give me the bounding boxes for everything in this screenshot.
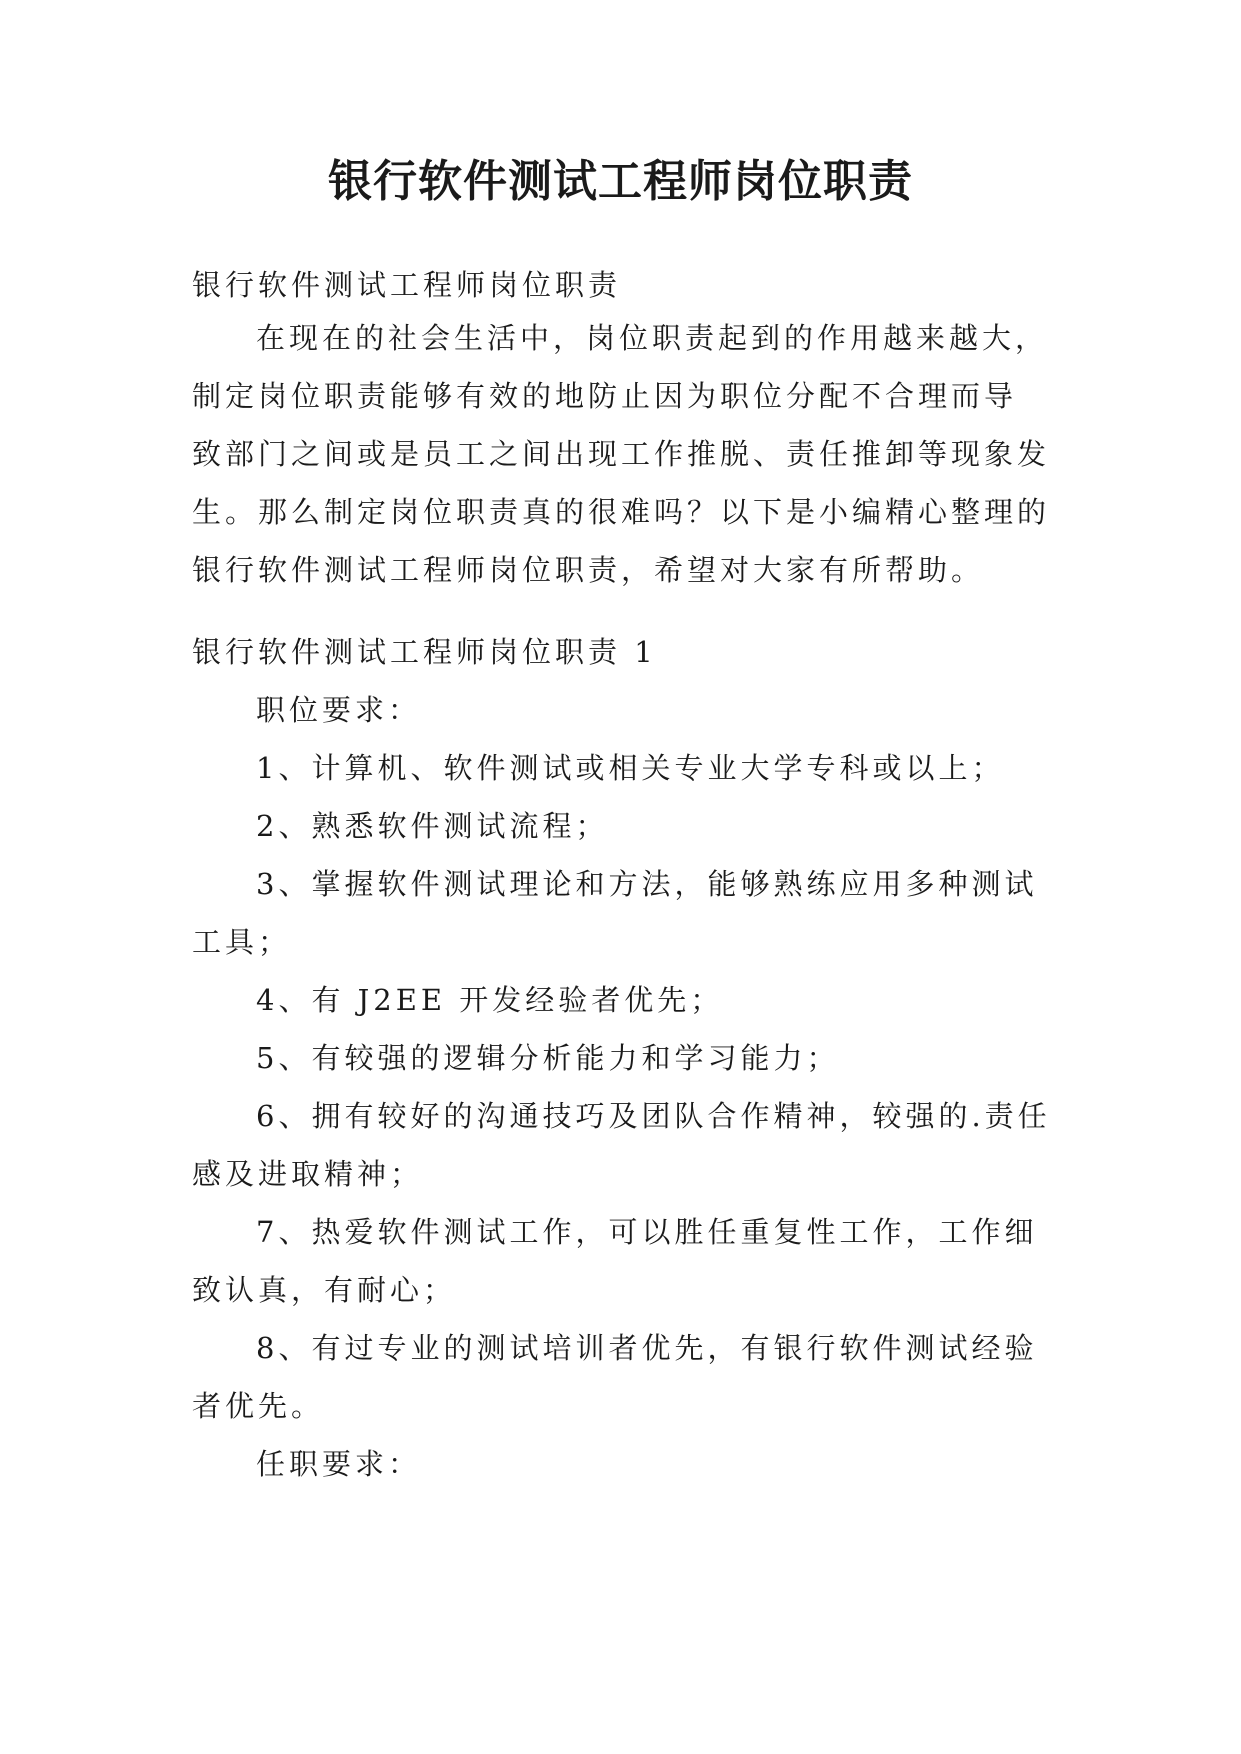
- section-heading: 银行软件测试工程师岗位职责 1: [192, 635, 657, 669]
- list-item-continuation: 者优先。: [192, 1389, 325, 1423]
- duty-label: 任职要求：: [256, 1447, 422, 1481]
- subtitle-line: 银行软件测试工程师岗位职责: [192, 268, 622, 302]
- intro-paragraph: [192, 309, 1072, 599]
- list-item-continuation: 感及进取精神；: [192, 1157, 424, 1191]
- list-item: 3、掌握软件测试理论和方法，能够熟练应用多种测试: [256, 867, 1038, 901]
- intro-line: 银行软件测试工程师岗位职责，希望对大家有所帮助。: [192, 553, 985, 587]
- document-title: 银行软件测试工程师岗位职责: [328, 156, 913, 207]
- list-item: 5、有较强的逻辑分析能力和学习能力；: [256, 1041, 840, 1075]
- list-item: 8、有过专业的测试培训者优先，有银行软件测试经验: [256, 1331, 1038, 1365]
- list-item: 4、有 J2EE 开发经验者优先；: [256, 983, 724, 1017]
- intro-line: 制定岗位职责能够有效的地防止因为职位分配不合理而导: [192, 379, 1018, 413]
- list-item-continuation: 工具；: [192, 925, 292, 959]
- document-subtitle: [192, 256, 1072, 314]
- requirements-label: 职位要求：: [256, 693, 422, 727]
- intro-line: 生。那么制定岗位职责真的很难吗？以下是小编精心整理的: [192, 495, 1051, 529]
- list-item: 2、熟悉软件测试流程；: [256, 809, 609, 843]
- list-item: 7、热爱软件测试工作，可以胜任重复性工作，工作细: [256, 1215, 1038, 1249]
- section-1: [192, 623, 1072, 1493]
- intro-line: 在现在的社会生活中，岗位职责起到的作用越来越大，: [256, 321, 1049, 355]
- list-item: 1、计算机、软件测试或相关专业大学专科或以上；: [256, 751, 1005, 785]
- list-item-continuation: 致认真，有耐心；: [192, 1273, 457, 1307]
- intro-line: 致部门之间或是员工之间出现工作推脱、责任推卸等现象发: [192, 437, 1051, 471]
- list-item: 6、拥有较好的沟通技巧及团队合作精神，较强的.责任: [256, 1099, 1051, 1133]
